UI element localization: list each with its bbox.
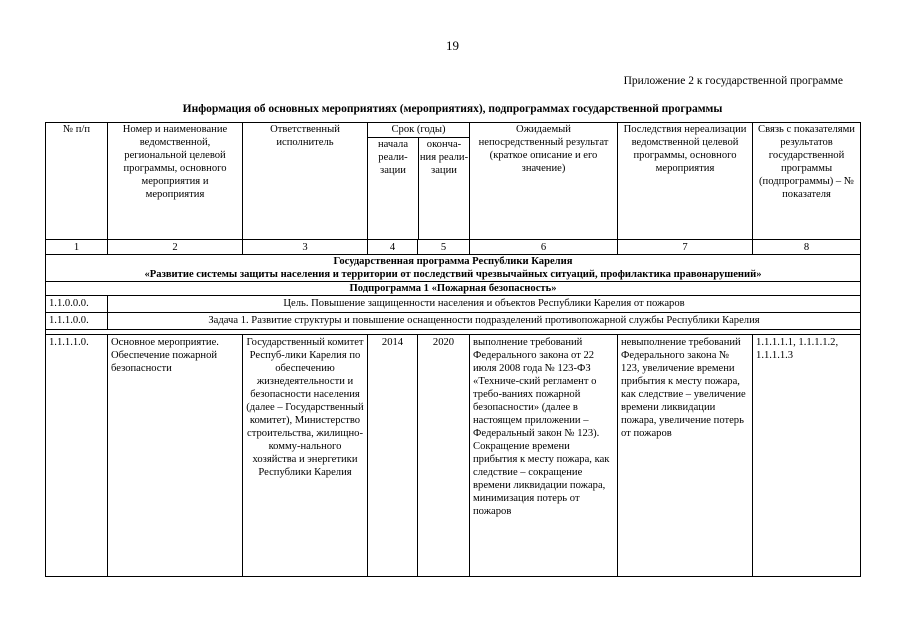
column-number: 8	[753, 240, 861, 255]
column-number: 6	[470, 240, 618, 255]
activity-consequences: невыполнение требований Федерального закона № 123, увеличение времени прибытия к месту пожара, как следствие – увеличение времени ликвидации пожара, увеличение потерь от пожаров	[618, 335, 753, 577]
goal-code: 1.1.0.0.0.	[46, 296, 108, 313]
activity-executor: Государственный комитет Респуб-лики Карелия по обеспечению жизнедеятельности и безопасности населения (далее – Государственный комитет), Министерство строительства, жилищно-комму-нального хозяйства и энергетики Республики Карелия	[243, 335, 368, 577]
activity-end-year: 2020	[418, 335, 470, 577]
column-number: 3	[243, 240, 368, 255]
header-term-end: оконча-ния реали-зации	[419, 139, 469, 176]
column-numbers-row	[46, 240, 861, 255]
appendix-label: Приложение 2 к государственной программе	[623, 75, 843, 87]
program-row	[46, 255, 861, 282]
subprogram-title: Подпрограмма 1 «Пожарная безопасность»	[46, 282, 861, 296]
column-number: 7	[618, 240, 753, 255]
program-title-line1: Государственная программа Республики Карелия	[333, 256, 573, 267]
header-consequences: Последствия нереализации ведомственной целевой программы, основного мероприятия	[618, 123, 753, 240]
header-result: Ожидаемый непосредственный результат (краткое описание и его значение)	[470, 123, 618, 240]
goal-text: Цель. Повышение защищенности населения и объектов Республики Карелия от пожаров	[108, 296, 861, 313]
subprogram-row	[46, 282, 861, 296]
column-number: 1	[46, 240, 108, 255]
task-code: 1.1.1.0.0.	[46, 313, 108, 330]
header-term-start: начала реали-зации	[368, 138, 419, 239]
task-row	[46, 313, 861, 330]
activity-code: 1.1.1.1.0.	[46, 335, 108, 577]
document-title: Информация об основных мероприятиях (мероприятиях), подпрограммах государственной программы	[182, 103, 723, 115]
activity-result: выполнение требований Федерального закона от 22 июля 2008 года № 123-ФЗ «Техниче-ский регламент о требо-ваниях пожарной безопасности» (далее в настоящем приложении – Федеральный закон № 123). Сокращение времени прибытия к месту пожара, как следствие – сокращение времени ликвидации пожара, минимизация потерь от пожаров	[470, 335, 618, 577]
header-row	[46, 123, 861, 240]
activity-start-year: 2014	[368, 335, 418, 577]
header-executor: Ответственный исполнитель	[243, 123, 368, 240]
activities-table	[45, 122, 861, 577]
task-text: Задача 1. Развитие структуры и повышение оснащенности подразделений противопожарной службы Республики Карелия	[108, 313, 861, 330]
column-number: 2	[108, 240, 243, 255]
program-title	[46, 255, 861, 282]
column-number: 4	[368, 240, 418, 255]
page-number: 19	[446, 38, 459, 53]
header-term	[368, 123, 470, 240]
header-term-title: Срок (годы)	[368, 123, 469, 138]
program-title-line2: «Развитие системы защиты населения и территории от последствий чрезвычайных ситуаций, профилактика правонарушений»	[144, 269, 762, 280]
column-number: 5	[418, 240, 470, 255]
activity-row	[46, 335, 861, 577]
activity-indicators: 1.1.1.1.1, 1.1.1.1.2, 1.1.1.1.3	[753, 335, 861, 577]
header-indicators: Связь с показателями результатов государственной программы (подпрограммы) – № показателя	[753, 123, 861, 240]
goal-row	[46, 296, 861, 313]
header-number: № п/п	[46, 123, 108, 240]
activity-name: Основное мероприятие. Обеспечение пожарной безопасности	[108, 335, 243, 577]
header-name: Номер и наименование ведомственной, региональной целевой программы, основного мероприятия и мероприятия	[108, 123, 243, 240]
